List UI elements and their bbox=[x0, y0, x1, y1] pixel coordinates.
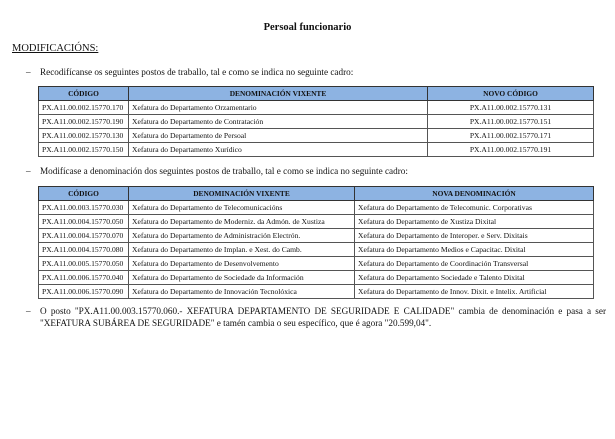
cell-code: PX.A11.00.002.15770.130 bbox=[39, 129, 129, 143]
cell-code: PX.A11.00.005.15770.050 bbox=[39, 257, 129, 271]
recode-table bbox=[38, 86, 594, 157]
table-row bbox=[39, 115, 594, 129]
table-row bbox=[39, 271, 594, 285]
rename-intro bbox=[26, 166, 408, 176]
table-row bbox=[39, 215, 594, 229]
cell-new-denomination: Xefatura do Departamento de Coordinación Transversal bbox=[355, 257, 594, 271]
cell-new-code: PX.A11.00.002.15770.191 bbox=[428, 143, 594, 157]
rename-intro-text: Modifícase a denominación dos seguintes postos de traballo, tal e como se indica no seguinte cadro: bbox=[40, 166, 408, 176]
bullet-dash: – bbox=[26, 67, 31, 77]
cell-new-denomination: Xefatura do Departamento de Innov. Dixit. e Intelix. Artificial bbox=[355, 285, 594, 299]
cell-denomination: Xefatura do Departamento Orzamentario bbox=[129, 101, 428, 115]
cell-denomination: Xefatura do Departamento Xurídico bbox=[129, 143, 428, 157]
cell-denomination: Xefatura do Departamento de Desenvolvemento bbox=[129, 257, 355, 271]
cell-code: PX.A11.00.006.15770.040 bbox=[39, 271, 129, 285]
cell-code: PX.A11.00.002.15770.190 bbox=[39, 115, 129, 129]
table-row bbox=[39, 129, 594, 143]
table-row bbox=[39, 285, 594, 299]
cell-denomination: Xefatura do Departamento de Telecomunicacións bbox=[129, 201, 355, 215]
cell-new-code: PX.A11.00.002.15770.151 bbox=[428, 115, 594, 129]
table-row bbox=[39, 101, 594, 115]
bullet-dash: – bbox=[26, 166, 31, 176]
header-denominacion-vixente: DENOMINACIÓN VIXENTE bbox=[129, 87, 428, 101]
cell-new-denomination: Xefatura do Departamento de Telecomunic. Corporativas bbox=[355, 201, 594, 215]
table-row bbox=[39, 243, 594, 257]
rename-table bbox=[38, 186, 594, 299]
recode-intro bbox=[26, 67, 353, 77]
cell-denomination: Xefatura do Departamento de Administración Electrón. bbox=[129, 229, 355, 243]
header-denominacion-vixente: DENOMINACIÓN VIXENTE bbox=[129, 187, 355, 201]
note-text: O posto "PX.A11.00.003.15770.060.- XEFATURA DEPARTAMENTO DE SEGURIDADE E CALIDADE" cambia de denominación e pasa a ser "XEFATURA SUBÁREA DE SEGURIDADE" e tamén cambia o seu específico, que é agora "20.599,04". bbox=[40, 306, 606, 328]
cell-code: PX.A11.00.004.15770.050 bbox=[39, 215, 129, 229]
cell-denomination: Xefatura do Departamento de Contratación bbox=[129, 115, 428, 129]
cell-code: PX.A11.00.002.15770.170 bbox=[39, 101, 129, 115]
header-codigo: CÓDIGO bbox=[39, 187, 129, 201]
table-row bbox=[39, 229, 594, 243]
cell-code: PX.A11.00.003.15770.030 bbox=[39, 201, 129, 215]
cell-new-denomination: Xefatura do Departamento de Xustiza Dixital bbox=[355, 215, 594, 229]
table-header-row bbox=[39, 187, 594, 201]
cell-new-denomination: Xefatura do Departamento Medios e Capacitac. Dixital bbox=[355, 243, 594, 257]
bullet-dash: – bbox=[26, 306, 31, 316]
cell-denomination: Xefatura do Departamento de Implan. e Xest. do Camb. bbox=[129, 243, 355, 257]
cell-denomination: Xefatura do Departamento de Persoal bbox=[129, 129, 428, 143]
cell-denomination: Xefatura do Departamento de Innovación Tecnolóxica bbox=[129, 285, 355, 299]
note-paragraph bbox=[26, 305, 606, 329]
section-heading: MODIFICACIÓNS: bbox=[12, 43, 99, 54]
cell-new-denomination: Xefatura do Departamento de Interoper. e Serv. Dixitais bbox=[355, 229, 594, 243]
recode-intro-text: Recodifícanse os seguintes postos de traballo, tal e como se indica no seguinte cadro: bbox=[40, 67, 354, 77]
header-nova-denominacion: NOVA DENOMINACIÓN bbox=[355, 187, 594, 201]
header-novo-codigo: NOVO CÓDIGO bbox=[428, 87, 594, 101]
table-row bbox=[39, 143, 594, 157]
table-row bbox=[39, 201, 594, 215]
cell-new-denomination: Xefatura do Departamento Sociedade e Talento Dixital bbox=[355, 271, 594, 285]
document-title: Persoal funcionario bbox=[263, 22, 352, 33]
cell-code: PX.A11.00.002.15770.150 bbox=[39, 143, 129, 157]
header-codigo: CÓDIGO bbox=[39, 87, 129, 101]
cell-denomination: Xefatura do Departamento de Sociedade da Información bbox=[129, 271, 355, 285]
cell-code: PX.A11.00.006.15770.090 bbox=[39, 285, 129, 299]
table-header-row bbox=[39, 87, 594, 101]
cell-code: PX.A11.00.004.15770.070 bbox=[39, 229, 129, 243]
cell-denomination: Xefatura do Departamento de Moderniz. da Admón. de Xustiza bbox=[129, 215, 355, 229]
cell-code: PX.A11.00.004.15770.080 bbox=[39, 243, 129, 257]
cell-new-code: PX.A11.00.002.15770.171 bbox=[428, 129, 594, 143]
table-row bbox=[39, 257, 594, 271]
cell-new-code: PX.A11.00.002.15770.131 bbox=[428, 101, 594, 115]
